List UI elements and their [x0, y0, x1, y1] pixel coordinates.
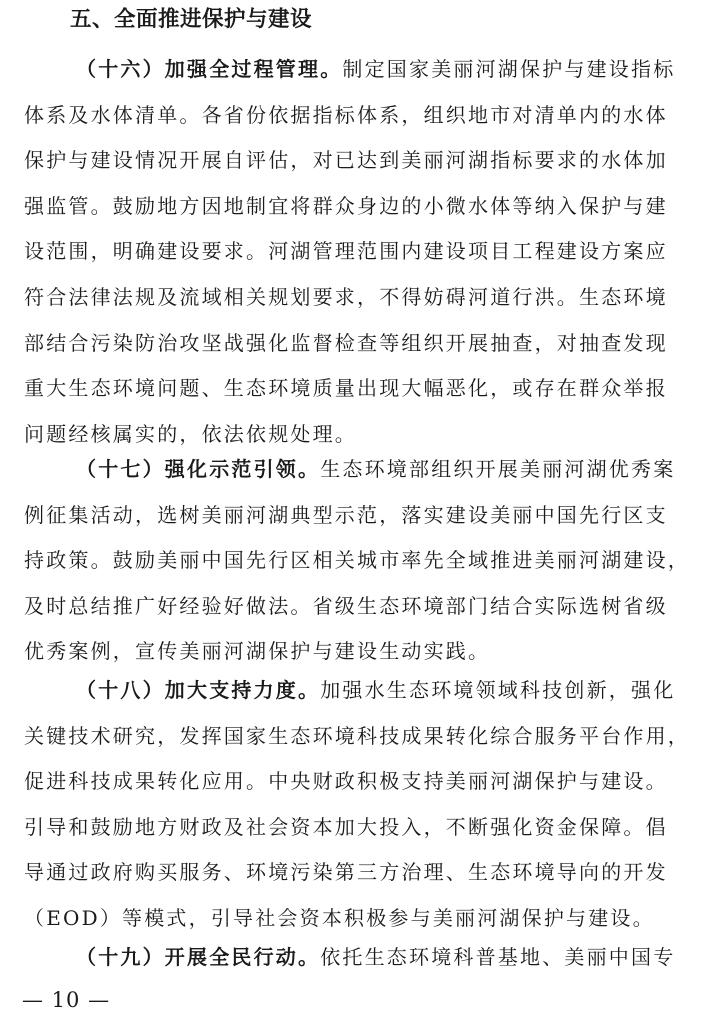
- paragraph-line: 例征集活动，选树美丽河湖典型示范，落实建设美丽中国先行区支: [24, 502, 668, 527]
- paragraph-line: 优秀案例，宣传美丽河湖保护与建设生动实践。: [24, 639, 491, 664]
- paragraph-line: 引导和鼓励地方财政及社会资本加大投入，不断强化资金保障。倡: [24, 814, 668, 839]
- paragraph-text: 制定国家美丽河湖保护与建设指标: [342, 57, 676, 81]
- paragraph-line: 强监管。鼓励地方因地制宜将群众身边的小微水体等纳入保护与建: [24, 193, 668, 218]
- paragraph-line: 促进科技成果转化应用。中央财政积极支持美丽河湖保护与建设。: [24, 769, 668, 794]
- paragraph-line: 部结合污染防治攻坚战强化监督检查等组织开展抽查，对抽查发现: [24, 330, 668, 355]
- paragraph-line: 设范围，明确建设要求。河湖管理范围内建设项目工程建设方案应: [24, 239, 668, 264]
- paragraph-line: 体系及水体清单。各省份依据指标体系，组织地市对清单内的水体: [24, 102, 668, 127]
- paragraph-line: 符合法律法规及流域相关规划要求，不得妨碍河道行洪。生态环境: [24, 284, 668, 309]
- paragraph-first-line: [24, 447, 690, 493]
- paragraph-line: 保护与建设情况开展自评估，对已达到美丽河湖指标要求的水体加: [24, 148, 668, 173]
- paragraph-heading: （十七）强化示范引领。: [76, 457, 321, 481]
- paragraph-heading: （十九）开展全民行动。: [76, 945, 321, 969]
- paragraph-line: 及时总结推广好经验好做法。省级生态环境部门结合实际选树省级: [24, 593, 668, 618]
- paragraph-line: 关键技术研究，发挥国家生态环境科技成果转化综合服务平台作用，: [24, 723, 690, 748]
- paragraph-16: [24, 47, 690, 457]
- paragraph-line: （EOD）等模式，引导社会资本积极参与美丽河湖保护与建设。: [24, 905, 655, 930]
- paragraph-line: 导通过政府购买服务、环境污染第三方治理、生态环境导向的开发: [24, 860, 668, 885]
- paragraph-first-line: [24, 935, 690, 981]
- paragraph-19: [24, 935, 690, 981]
- paragraph-text: 依托生态环境科普基地、美丽中国专: [320, 945, 676, 969]
- paragraph-17: [24, 447, 690, 675]
- paragraph-18: [24, 668, 690, 942]
- paragraph-first-line: [24, 47, 690, 93]
- paragraph-first-line: [24, 668, 690, 714]
- paragraph-line: 持政策。鼓励美丽中国先行区相关城市率先全域推进美丽河湖建设，: [24, 548, 690, 573]
- paragraph-heading: （十六）加强全过程管理。: [76, 57, 343, 81]
- paragraph-line: 问题经核属实的，依法依规处理。: [24, 421, 357, 446]
- paragraph-text: 生态环境部组织开展美丽河湖优秀案: [320, 457, 676, 481]
- page-number: — 10 —: [22, 988, 111, 1012]
- paragraph-text: 加强水生态环境领域科技创新，强化: [320, 678, 676, 702]
- section-heading: 五、全面推进保护与建设: [70, 7, 313, 32]
- paragraph-heading: （十八）加大支持力度。: [76, 678, 321, 702]
- paragraph-line: 重大生态环境问题、生态环境质量出现大幅恶化，或存在群众举报: [24, 376, 668, 401]
